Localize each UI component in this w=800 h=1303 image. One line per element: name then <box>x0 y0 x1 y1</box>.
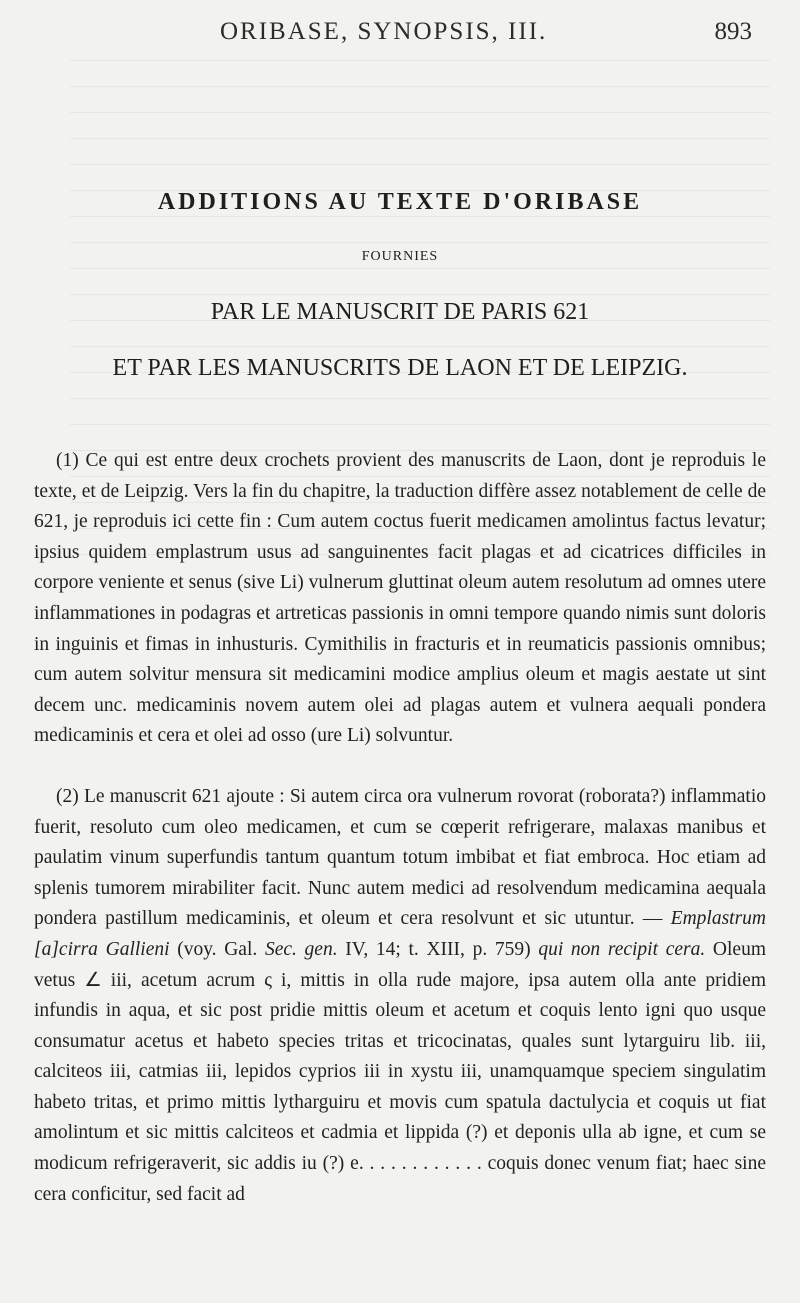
running-head <box>0 18 800 54</box>
heading-subtitle-line2: ET PAR LES MANUSCRITS DE LAON ET DE LEIPZIG. <box>112 355 688 381</box>
note-italic-title: Emplastrum [a]cirra Gallieni <box>34 908 766 960</box>
note-text: Oleum vetus ∠ iii, acetum acrum ς i, mittis in olla rude majore, ipsa autem olla ante pridiem infundis in aqua, et sic post pridie mittis oleum et acetum et coquis lento igni quo usque consumatur acetus et habeto species tritas et tricocinatas, quales sunt lytarguiru lib. iii, calciteos iii, catmias iii, lepidos cyprios iii in xystu iii, unamquamque speciem singulatim habeto tritas, et primo mittis lytharguiru et movis cum spatula dactulycia et coquis ut fiat amolintum et sic mittis calciteos et cadmia et lippida (?) et deponis ulla ab igne, et cum se modicum refrigeraverit, sic addis iu (?) e. . . . . . . . . . . . coquis donec venum fiat; haec sine cera conficitur, sed facit ad <box>34 938 766 1205</box>
notes-body <box>34 446 766 1210</box>
page-number: 893 <box>714 18 752 45</box>
heading-subtitle-line1: PAR LE MANUSCRIT DE PARIS 621 <box>210 299 590 325</box>
note-number: (2) <box>56 785 79 807</box>
heading-fournies: FOURNIES <box>361 249 439 264</box>
note-italic-phrase: qui non recipit cera. <box>538 938 706 960</box>
main-title: ADDITIONS AU TEXTE D'ORIBASE <box>157 189 643 215</box>
running-title: ORIBASE, SYNOPSIS, III. <box>220 18 548 45</box>
note-text: IV, 14; t. XIII, p. 759) <box>337 938 539 960</box>
note-text: (voy. Gal. <box>169 938 265 960</box>
note-text: Le manuscrit 621 ajoute : Si autem circa ora vulnerum rovorat (roborata?) inflammatio fuerit, resoluto cum oleo medicamen, et cum se cœperit refrigerare, malaxas manibus et paulatim vinum superfundis tantum quantum totum imbibat et fiat embroca. Hoc etiam ad splenis tumorem mirabiliter facit. Nunc autem medici ad resolvendum medicamina aequala pondera pastillum medicaminis, et oleum et cera resolvunt et sic utuntur. — <box>34 785 766 930</box>
heading-block <box>0 180 800 388</box>
note-2 <box>34 782 766 1210</box>
note-italic-reference: Sec. gen. <box>264 938 338 960</box>
note-1 <box>34 446 766 752</box>
note-number: (1) <box>56 450 79 471</box>
note-text: Ce qui est entre deux crochets provient des manuscrits de Laon, dont je reproduis le texte, et de Leipzig. Vers la fin du chapitre, la traduction diffère assez notablement de celle de 621, je reproduis ici cette fin : Cum autem coctus fuerit medicamen amolintus factus levatur; ipsius quidem emplastrum usus ad sanguinentes facit plagas et ad cicatrices difficiles in corpore veniente et senus (sive Li) vulnerum gluttinat oleum autem resolutum ad omnes utere inflammationes in podagras et artreticas passionis in omni tempore quando nimis sunt doloris in inguinis et fimas in inhusturis. Cymithilis in fracturis et in reumaticis passionis omnibus; cum autem solvitur mensura sit medicamini modice amplius oleum et magis aestate ut sint decem unc. medicaminis novem autem olei ad plagas autem et vulnera aequali pondera medicaminis et cera et olei ad osso (ure Li) solvuntur. <box>34 450 766 747</box>
